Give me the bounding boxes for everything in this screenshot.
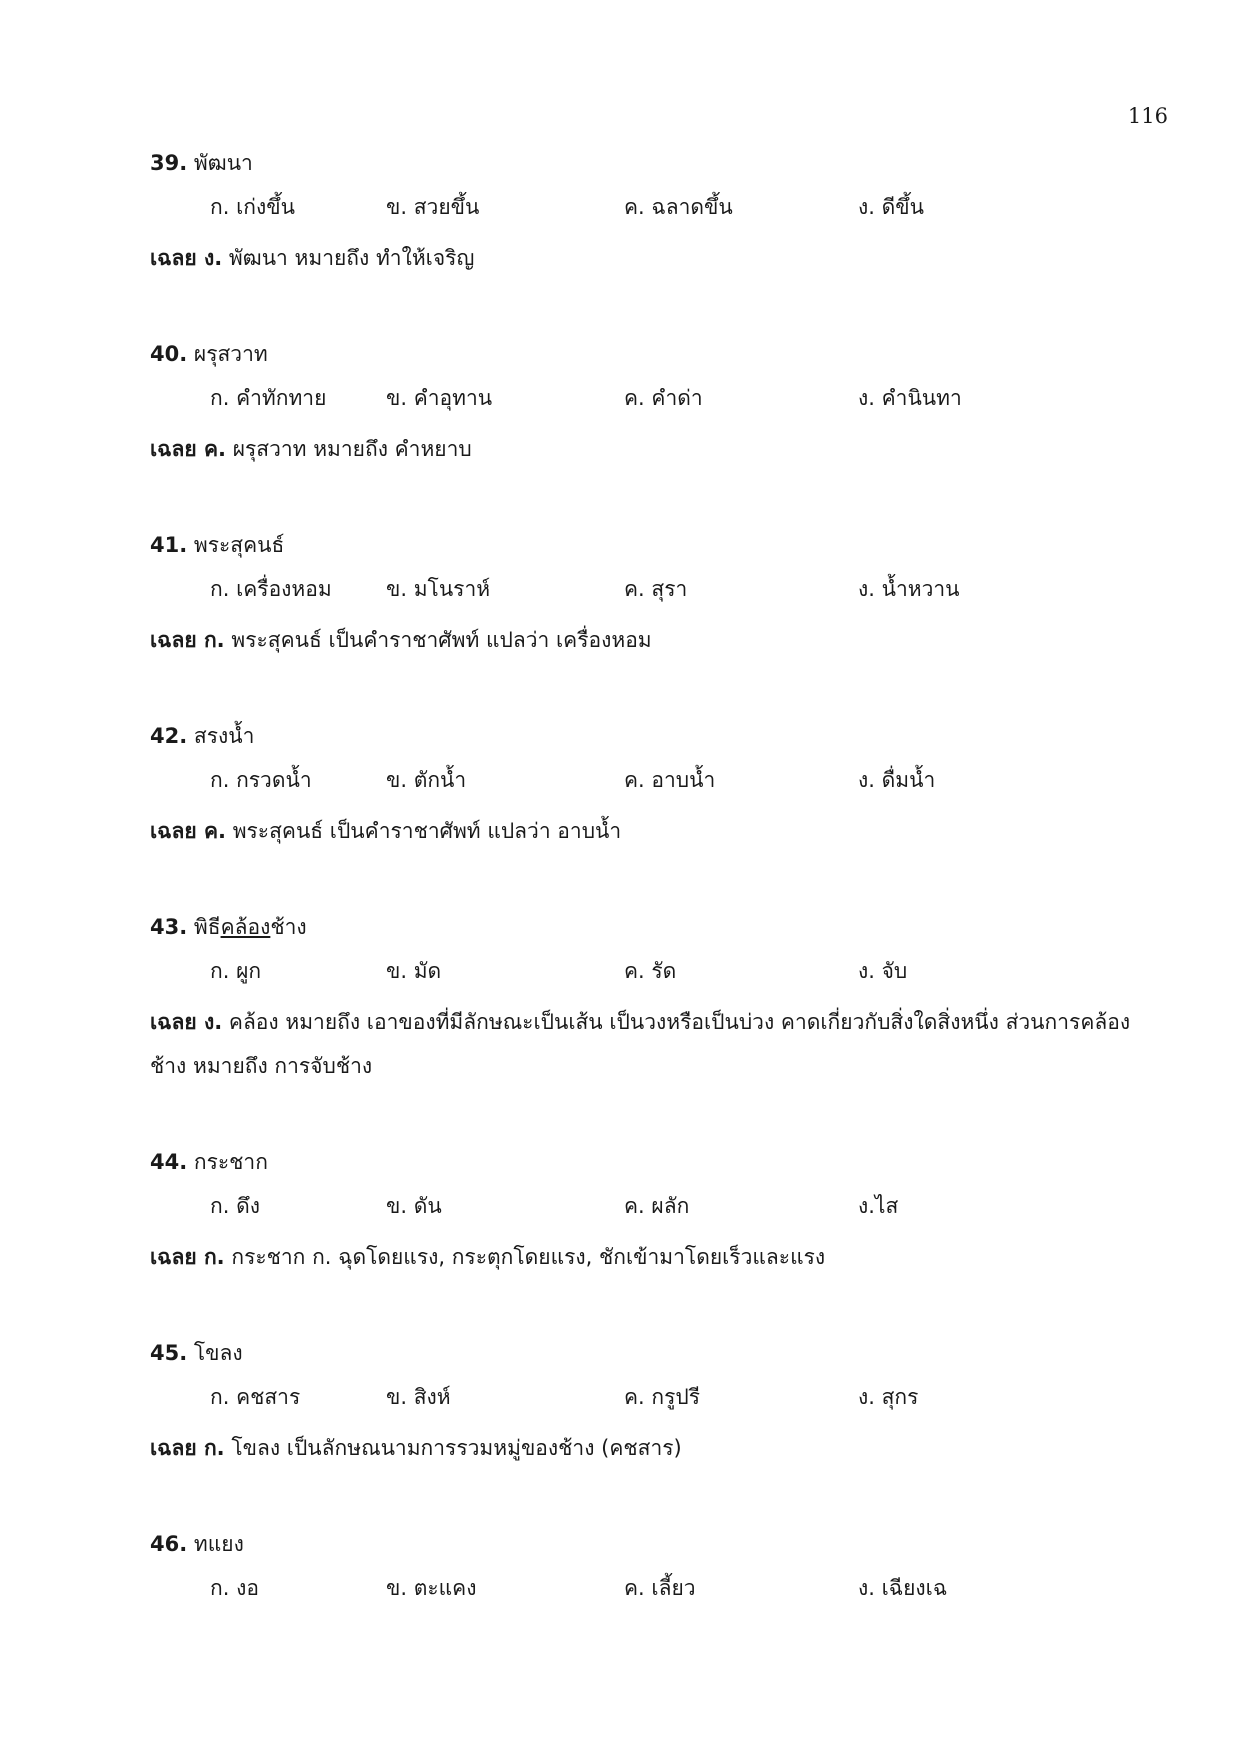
option-b: ข. มัด (386, 959, 442, 983)
option-a: ก. กรวดน้ำ (210, 768, 312, 792)
option-c: ค. คำด่า (624, 386, 703, 410)
answer-text: พัฒนา หมายถึง ทำให้เจริญ (228, 246, 475, 270)
answer-text: พระสุคนธ์ เป็นคำราชาศัพท์ แปลว่า เครื่องหอม (231, 628, 652, 652)
option-b: ข. ตะแคง (386, 1576, 477, 1600)
question-number: 43. (150, 915, 188, 939)
question-title (150, 721, 1160, 751)
option-d: ง. คำนินทา (858, 386, 962, 410)
question-word: โขลง (193, 1341, 243, 1365)
question-title (150, 339, 1160, 369)
question-word: พระสุคนธ์ (193, 533, 285, 557)
answer-label: เฉลย ก. (150, 1436, 225, 1460)
question-title (150, 530, 1160, 560)
option-a: ก. เครื่องหอม (210, 577, 332, 601)
question-40 (150, 339, 1160, 471)
question-number: 42. (150, 724, 188, 748)
answer-label: เฉลย ก. (150, 628, 225, 652)
option-b: ข. มโนราห์ (386, 577, 491, 601)
option-d: ง. เฉียงเฉ (858, 1576, 948, 1600)
question-word-underlined: คล้อง (220, 915, 271, 939)
option-b: ข. สิงห์ (386, 1385, 451, 1409)
answer-line (150, 427, 1160, 471)
question-number: 44. (150, 1150, 188, 1174)
option-c: ค. กรูปรี (624, 1385, 701, 1409)
question-44 (150, 1147, 1160, 1279)
options-row (150, 1191, 1160, 1221)
question-number: 41. (150, 533, 188, 557)
option-c: ค. รัด (624, 959, 677, 983)
page-number: 116 (1127, 104, 1168, 128)
question-word: สรงน้ำ (193, 724, 255, 748)
question-number: 40. (150, 342, 188, 366)
option-c: ค. สุรา (624, 577, 688, 601)
question-title (150, 1529, 1160, 1559)
question-word-prefix: พิธี (193, 915, 221, 939)
question-title (150, 912, 1160, 942)
question-number: 45. (150, 1341, 188, 1365)
question-word: ทแยง (193, 1532, 244, 1556)
options-row (150, 956, 1160, 986)
question-word: กระชาก (193, 1150, 268, 1174)
option-a: ก. งอ (210, 1576, 259, 1600)
option-b: ข. ตักน้ำ (386, 768, 467, 792)
option-a: ก. เก่งขึ้น (210, 195, 295, 219)
answer-label: เฉลย ก. (150, 1245, 225, 1269)
answer-line (150, 618, 1160, 662)
question-title (150, 148, 1160, 178)
question-45 (150, 1338, 1160, 1470)
option-c: ค. ฉลาดขึ้น (624, 195, 733, 219)
options-row (150, 192, 1160, 222)
options-row (150, 1573, 1160, 1603)
answer-line (150, 1426, 1160, 1470)
question-title (150, 1338, 1160, 1368)
question-word: พัฒนา (193, 151, 253, 175)
answer-label: เฉลย ง. (150, 1010, 223, 1034)
question-number: 39. (150, 151, 188, 175)
options-row (150, 574, 1160, 604)
answer-line (150, 1235, 1160, 1279)
option-a: ก. คำทักทาย (210, 386, 327, 410)
question-number: 46. (150, 1532, 188, 1556)
answer-line (150, 809, 1160, 853)
answer-text: คล้อง หมายถึง เอาของที่มีลักษณะเป็นเส้น เป็นวงหรือเป็นบ่วง คาดเกี่ยวกับสิ่งใดสิ่งหนึ่ง ส่วนการคล้องช้าง หมายถึง การจับช้าง (150, 1010, 1131, 1078)
answer-text: โขลง เป็นลักษณนามการรวมหมู่ของช้าง (คชสาร) (231, 1436, 682, 1460)
answer-line (150, 1000, 1160, 1088)
option-d: ง. น้ำหวาน (858, 577, 960, 601)
option-b: ข. คำอุทาน (386, 386, 493, 410)
option-d: ง. จับ (858, 959, 908, 983)
options-row (150, 383, 1160, 413)
option-d: ง. สุกร (858, 1385, 919, 1409)
option-c: ค. เลี้ยว (624, 1576, 696, 1600)
option-d: ง.ไส (858, 1194, 899, 1218)
option-a: ก. คชสาร (210, 1385, 301, 1409)
question-46 (150, 1529, 1160, 1603)
question-list (150, 148, 1160, 1662)
question-41 (150, 530, 1160, 662)
option-c: ค. ผลัก (624, 1194, 690, 1218)
question-word: ผรุสวาท (193, 342, 268, 366)
answer-label: เฉลย ง. (150, 246, 223, 270)
answer-line (150, 236, 1160, 280)
question-42 (150, 721, 1160, 853)
option-b: ข. ดัน (386, 1194, 442, 1218)
answer-label: เฉลย ค. (150, 819, 226, 843)
option-d: ง. ดีขึ้น (858, 195, 924, 219)
option-a: ก. ดึง (210, 1194, 260, 1218)
question-43 (150, 912, 1160, 1088)
answer-text: ผรุสวาท หมายถึง คำหยาบ (232, 437, 472, 461)
answer-text: พระสุคนธ์ เป็นคำราชาศัพท์ แปลว่า อาบน้ำ (232, 819, 622, 843)
option-c: ค. อาบน้ำ (624, 768, 716, 792)
option-a: ก. ผูก (210, 959, 262, 983)
options-row (150, 1382, 1160, 1412)
answer-label: เฉลย ค. (150, 437, 226, 461)
question-39 (150, 148, 1160, 280)
options-row (150, 765, 1160, 795)
option-d: ง. ดื่มน้ำ (858, 768, 936, 792)
question-word-suffix: ช้าง (270, 915, 307, 939)
option-b: ข. สวยขึ้น (386, 195, 480, 219)
question-title (150, 1147, 1160, 1177)
answer-text: กระชาก ก. ฉุดโดยแรง, กระตุกโดยแรง, ชักเข้ามาโดยเร็วและแรง (231, 1245, 826, 1269)
